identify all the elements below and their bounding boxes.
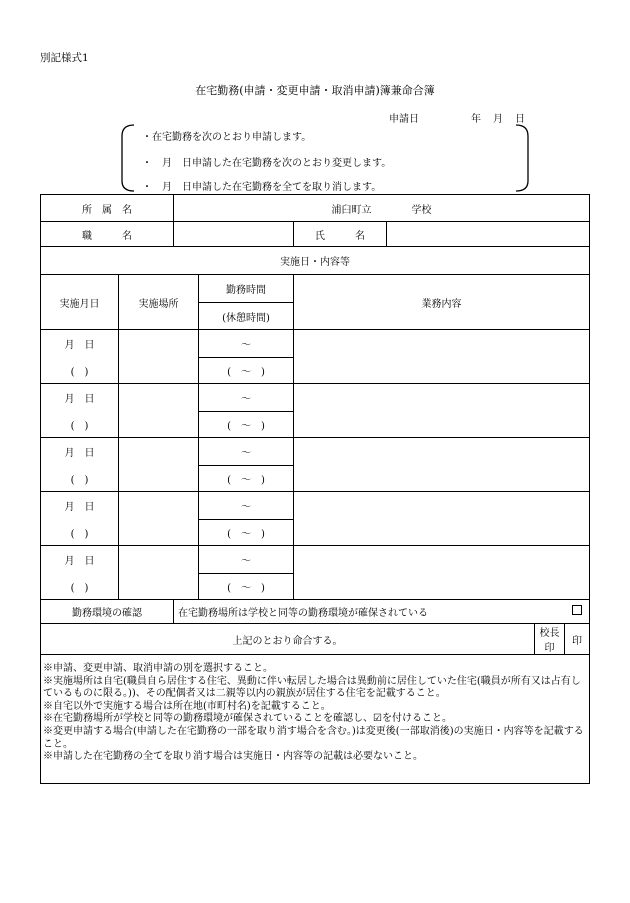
- col-date-header: 実施月日: [41, 275, 119, 330]
- application-date-label: 申請日: [389, 114, 419, 125]
- option-apply[interactable]: ・在宅勤務を次のとおり申請します。: [142, 132, 312, 143]
- affiliation-value[interactable]: 浦臼町立 学校: [174, 195, 590, 222]
- note-item: ※自宅以外で実施する場合は所在地(市町村名)を記載すること。: [43, 700, 331, 712]
- entry-weekday[interactable]: ( ): [41, 520, 119, 546]
- note-item: ※変更申請する場合(申請した在宅勤務の一部を取り消す場合を含む。)は変更後(一部取消後)の実施日・内容等を記載すること。: [43, 725, 584, 750]
- entry-date[interactable]: 月 日: [41, 384, 119, 412]
- option-cancel[interactable]: ・ 月 日申請した在宅勤務を全てを取り消します。: [142, 182, 382, 193]
- order-text: 上記のとおり命合する。: [41, 624, 535, 655]
- application-form-table: [40, 194, 590, 784]
- entry-content[interactable]: [294, 492, 590, 546]
- entry-hours[interactable]: ～: [199, 492, 294, 520]
- notes-section: [41, 655, 590, 784]
- entry-place[interactable]: [119, 492, 199, 546]
- entry-hours[interactable]: ～: [199, 546, 294, 574]
- note-item: ※実施場所は自宅(職員自ら居住する住宅、異動に伴い転居した場合は異動前に居住していた住宅(職員が所有又は占有しているものに限る。))、その配偶者又は二親等以内の親族が居住する住宅を記載すること。: [43, 675, 581, 700]
- col-content-header: 業務内容: [294, 275, 590, 330]
- entry-content[interactable]: [294, 438, 590, 492]
- entry-content[interactable]: [294, 546, 590, 600]
- entry-content[interactable]: [294, 384, 590, 438]
- entry-date[interactable]: 月 日: [41, 438, 119, 466]
- entry-break[interactable]: ( ～ ): [199, 412, 294, 438]
- year-label: 年: [471, 114, 481, 125]
- env-check-checkbox[interactable]: [565, 600, 590, 624]
- position-label: 職 名: [41, 222, 174, 247]
- application-date-row: [389, 110, 525, 125]
- col-place-header: 実施場所: [119, 275, 199, 330]
- entry-place[interactable]: [119, 384, 199, 438]
- name-field[interactable]: [387, 222, 590, 247]
- affiliation-label: 所 属 名: [41, 195, 174, 222]
- col-break-header: (休憩時間): [199, 303, 294, 330]
- col-hours-header: 勤務時間: [199, 275, 294, 303]
- entry-break[interactable]: ( ～ ): [199, 574, 294, 600]
- entry-date[interactable]: 月 日: [41, 330, 119, 358]
- note-item: ※申請、変更申請、取消申請の別を選択すること。: [43, 663, 273, 674]
- checkbox-icon[interactable]: [572, 605, 582, 615]
- entry-break[interactable]: ( ～ ): [199, 520, 294, 546]
- position-field[interactable]: [174, 222, 294, 247]
- month-label: 月: [493, 114, 503, 125]
- entry-date[interactable]: 月 日: [41, 546, 119, 574]
- section-title: 実施日・内容等: [41, 247, 590, 275]
- entry-weekday[interactable]: ( ): [41, 358, 119, 384]
- entry-place[interactable]: [119, 546, 199, 600]
- entry-place[interactable]: [119, 438, 199, 492]
- entry-content[interactable]: [294, 330, 590, 384]
- entry-weekday[interactable]: ( ): [41, 574, 119, 600]
- form-title: 在宅勤務(申請・変更申請・取消申請)簿兼命合簿: [195, 84, 435, 97]
- entry-date[interactable]: 月 日: [41, 492, 119, 520]
- entry-weekday[interactable]: ( ): [41, 466, 119, 492]
- principal-seal-label: 校長印: [535, 624, 565, 655]
- entry-place[interactable]: [119, 330, 199, 384]
- note-item: ※在宅勤務場所が学校と同等の勤務環境が確保されていることを確認し、☑を付けること。: [43, 713, 452, 725]
- entry-hours[interactable]: ～: [199, 330, 294, 358]
- entry-break[interactable]: ( ～ ): [199, 358, 294, 384]
- env-check-label: 勤務環境の確認: [41, 600, 174, 624]
- name-label: 氏 名: [294, 222, 387, 247]
- env-check-text: 在宅勤務場所は学校と同等の勤務環境が確保されている: [174, 600, 565, 624]
- principal-seal[interactable]: 印: [565, 624, 590, 655]
- form-label: 別記様式1: [40, 52, 89, 64]
- entry-hours[interactable]: ～: [199, 438, 294, 466]
- option-change[interactable]: ・ 月 日申請した在宅勤務を次のとおり変更します。: [142, 158, 392, 169]
- note-item: ※申請した在宅勤務の全てを取り消す場合は実施日・内容等の記載は必要ないこと。: [43, 751, 423, 763]
- entry-break[interactable]: ( ～ ): [199, 466, 294, 492]
- day-label: 日: [515, 114, 525, 125]
- entry-hours[interactable]: ～: [199, 384, 294, 412]
- entry-weekday[interactable]: ( ): [41, 412, 119, 438]
